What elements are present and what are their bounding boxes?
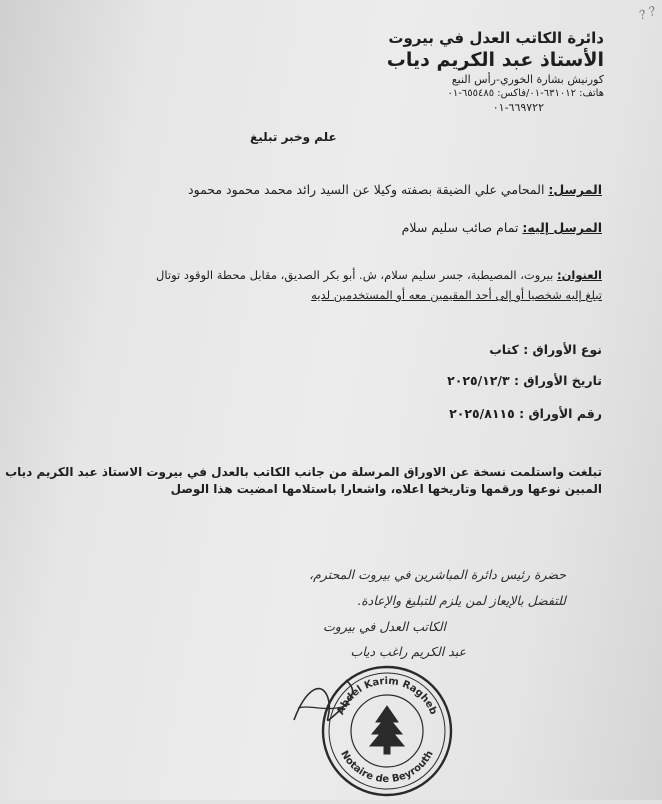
- papers-number-row: [449, 406, 602, 421]
- notary-stamp: [318, 662, 456, 800]
- recipient-value: تمام صائب سليم سلام: [401, 220, 519, 235]
- address-label: العنوان:: [556, 268, 602, 282]
- handwritten-line-1: حضرة رئيس دائرة المباشرين في بيروت المحترم،: [309, 567, 566, 582]
- papers-type-label: نوع الأوراق :: [523, 342, 602, 357]
- stamp-latin-bottom: Notaire de Beyrouth: [338, 748, 436, 786]
- letterhead-address: كورنيش بشارة الخوري-رأس النبع: [451, 73, 604, 86]
- papers-type-value: كتاب: [489, 342, 519, 357]
- sender-label: المرسل:: [548, 182, 602, 197]
- stamp-latin-top: Abdel Karim Ragheb: [335, 675, 439, 717]
- sender-value: المحامي علي الضيقة بصفته وكيلا عن السيد رائد محمد محمود محمود: [188, 182, 545, 197]
- delivery-note: تبلغ إليه شخصيا أو إلى أحد المقيمين معه أو المستخدمين لديه: [311, 288, 602, 302]
- acknowledgement-line-1: تبلغت واستلمت نسخة عن الاوراق المرسلة من جانب الكاتب بالعدل في بيروت الاستاذ عبد الكريم دياب: [5, 465, 602, 479]
- papers-number-value: ٢٠٢٥/٨١١٥: [449, 406, 515, 421]
- papers-number-label: رقم الأوراق :: [519, 406, 602, 421]
- recipient-row: [402, 220, 602, 235]
- letterhead: [304, 28, 604, 115]
- letterhead-notary-name: الأستاذ عبد الكريم دياب: [386, 49, 604, 71]
- sender-row: [188, 182, 602, 197]
- document-title: علم وخبر تبليغ: [250, 130, 337, 144]
- margin-note: ? ?: [637, 3, 658, 23]
- letterhead-phone-fax: هاتف: ٦٣١٠١٢-٠١/فاكس: ٦٥٥٤٨٥-٠١: [447, 88, 604, 99]
- address-row: [156, 268, 602, 282]
- papers-type-row: [489, 342, 602, 357]
- recipient-label: المرسل إليه:: [522, 220, 602, 235]
- handwritten-line-2: للتفضل بالإيعاز لمن يلزم للتبليغ والإعادة.: [357, 593, 566, 608]
- papers-date-label: تاريخ الأوراق :: [513, 373, 602, 388]
- address-value: بيروت، المصيطبة، جسر سليم سلام، ش. أبو بكر الصديق، مقابل محطة الوقود توتال: [156, 268, 554, 282]
- acknowledgement-line-2: المبين نوعها ورقمها وتاريخها اعلاه، واشعارا باستلامها امضيت هذا الوصل: [170, 482, 602, 496]
- letterhead-phone-2: ٦٦٩٧٢٢-٠١: [492, 101, 544, 114]
- handwritten-line-4: عبد الكريم راغب دياب: [350, 644, 466, 659]
- cedar-emblem-icon: [370, 706, 404, 754]
- papers-date-value: ٢٠٢٥/١٢/٣: [447, 373, 510, 388]
- handwritten-note: [226, 562, 566, 664]
- notary-seal-icon: [318, 662, 456, 800]
- letterhead-office: دائرة الكاتب العدل في بيروت: [388, 29, 604, 47]
- papers-date-row: [447, 373, 602, 388]
- acknowledgement: [5, 464, 602, 498]
- handwritten-line-3: الكاتب العدل في بيروت: [323, 619, 446, 634]
